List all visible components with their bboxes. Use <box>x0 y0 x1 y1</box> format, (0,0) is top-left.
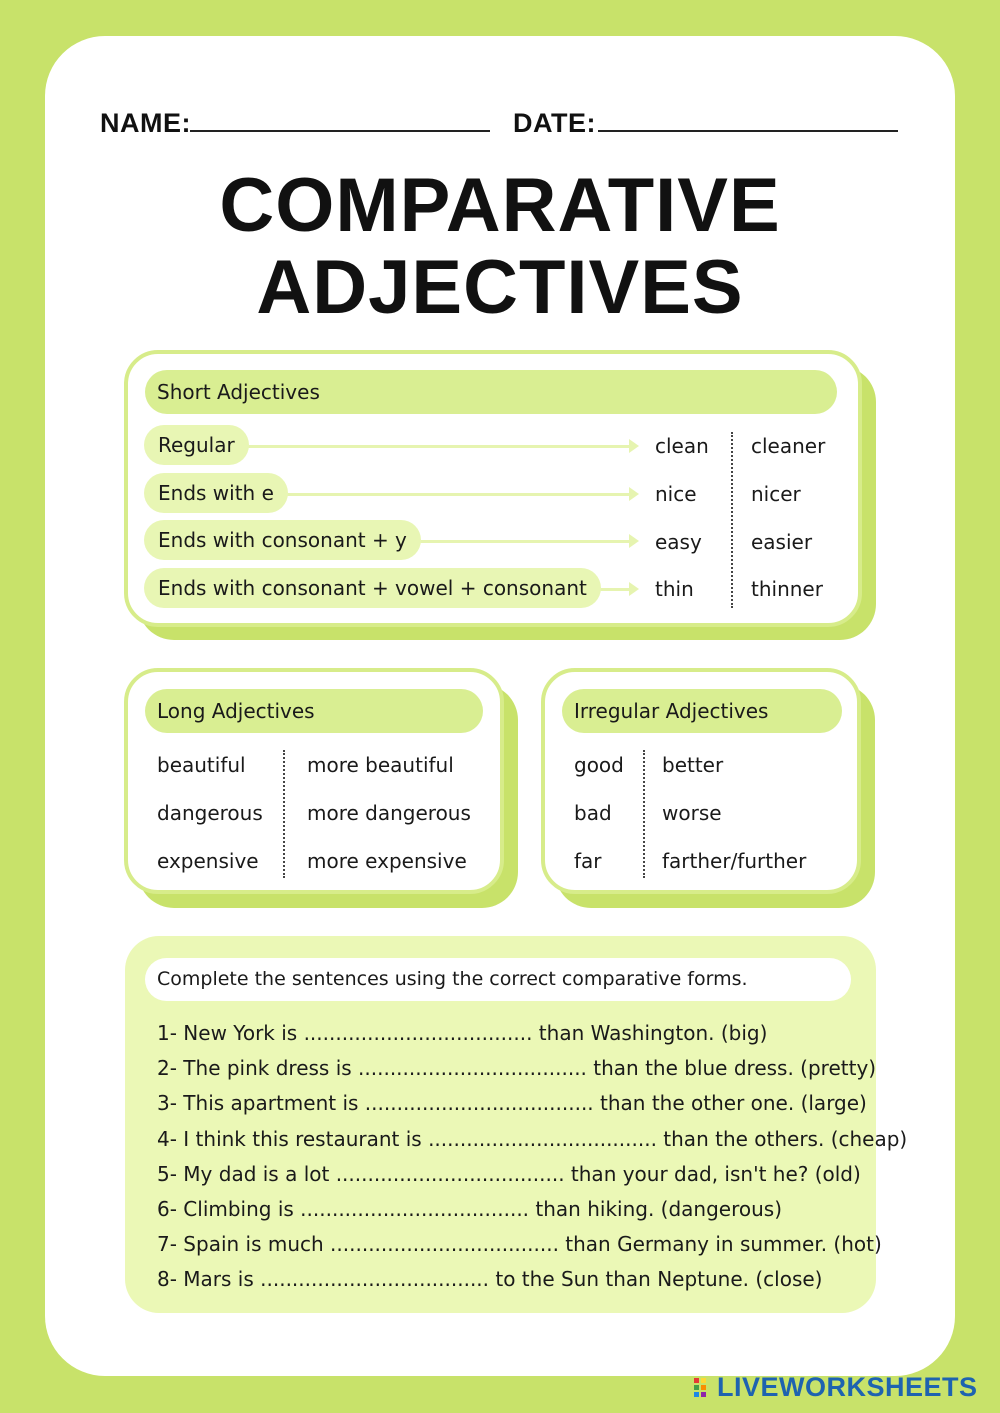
short-adjectives-heading: Short Adjectives <box>145 370 837 414</box>
comparative-word: cleaner <box>751 434 826 458</box>
rule-arrow <box>280 493 635 496</box>
exercise-sentence-6[interactable]: 6- Climbing is .................................... than hiking. (dangerous) <box>157 1197 783 1222</box>
rule-consonant-y: Ends with consonant + y <box>144 520 421 560</box>
long-adjectives-heading: Long Adjectives <box>145 689 483 733</box>
base-word: beautiful <box>157 753 246 777</box>
comparative-word: easier <box>751 530 813 554</box>
name-field-line[interactable] <box>190 130 490 132</box>
exercise-instruction: Complete the sentences using the correct comparative forms. <box>145 958 851 1001</box>
exercise-sentences <box>157 1016 907 1298</box>
name-label: NAME: <box>100 108 191 138</box>
rule-arrow <box>405 540 635 543</box>
comparative-word: farther/further <box>662 849 807 873</box>
rule-cvc: Ends with consonant + vowel + consonant <box>144 568 601 608</box>
rule-arrow <box>235 445 635 448</box>
base-word: clean <box>655 434 709 458</box>
base-word: dangerous <box>157 801 263 825</box>
column-divider <box>283 750 285 878</box>
page-title-line1: COMPARATIVE <box>219 163 781 248</box>
comparative-word: thinner <box>751 577 823 601</box>
comparative-word: more beautiful <box>307 753 454 777</box>
base-word: far <box>574 849 602 873</box>
column-divider <box>643 750 645 878</box>
exercise-sentence-3[interactable]: 3- This apartment is .................................... than the other one. (large) <box>157 1091 867 1116</box>
base-word: nice <box>655 482 697 506</box>
liveworksheets-logo-icon <box>694 1376 714 1398</box>
column-divider <box>731 432 733 608</box>
base-word: bad <box>574 801 612 825</box>
date-field-line[interactable] <box>598 130 898 132</box>
page-title-line2: ADJECTIVES <box>256 245 744 330</box>
base-word: good <box>574 753 624 777</box>
date-label: DATE: <box>513 108 596 138</box>
comparative-word: worse <box>662 801 722 825</box>
comparative-word: more dangerous <box>307 801 471 825</box>
exercise-sentence-1[interactable]: 1- New York is .................................... than Washington. (big) <box>157 1021 768 1045</box>
exercise-sentence-5[interactable]: 5- My dad is a lot .................................... than your dad, isn't he? (old) <box>157 1161 861 1186</box>
exercise-sentence-4[interactable]: 4- I think this restaurant is .................................... than the others. (cheap) <box>157 1126 908 1151</box>
exercise-sentence-2[interactable]: 2- The pink dress is .................................... than the blue dress. (pretty) <box>157 1056 877 1081</box>
irregular-adjectives-heading: Irregular Adjectives <box>562 689 842 733</box>
rule-ends-with-e: Ends with e <box>144 473 288 513</box>
base-word: easy <box>655 530 702 554</box>
base-word: expensive <box>157 849 259 873</box>
base-word: thin <box>655 577 694 601</box>
rule-regular: Regular <box>144 425 249 465</box>
exercise-sentence-8[interactable]: 8- Mars is .................................... to the Sun than Neptune. (close) <box>157 1267 823 1292</box>
brand-text: LIVEWORKSHEETS <box>717 1372 978 1402</box>
comparative-word: better <box>662 753 724 777</box>
exercise-sentence-7[interactable]: 7- Spain is much .................................... than Germany in summer. (hot) <box>157 1232 882 1257</box>
comparative-word: nicer <box>751 482 801 506</box>
comparative-word: more expensive <box>307 849 467 873</box>
liveworksheets-brand[interactable] <box>694 1372 978 1403</box>
